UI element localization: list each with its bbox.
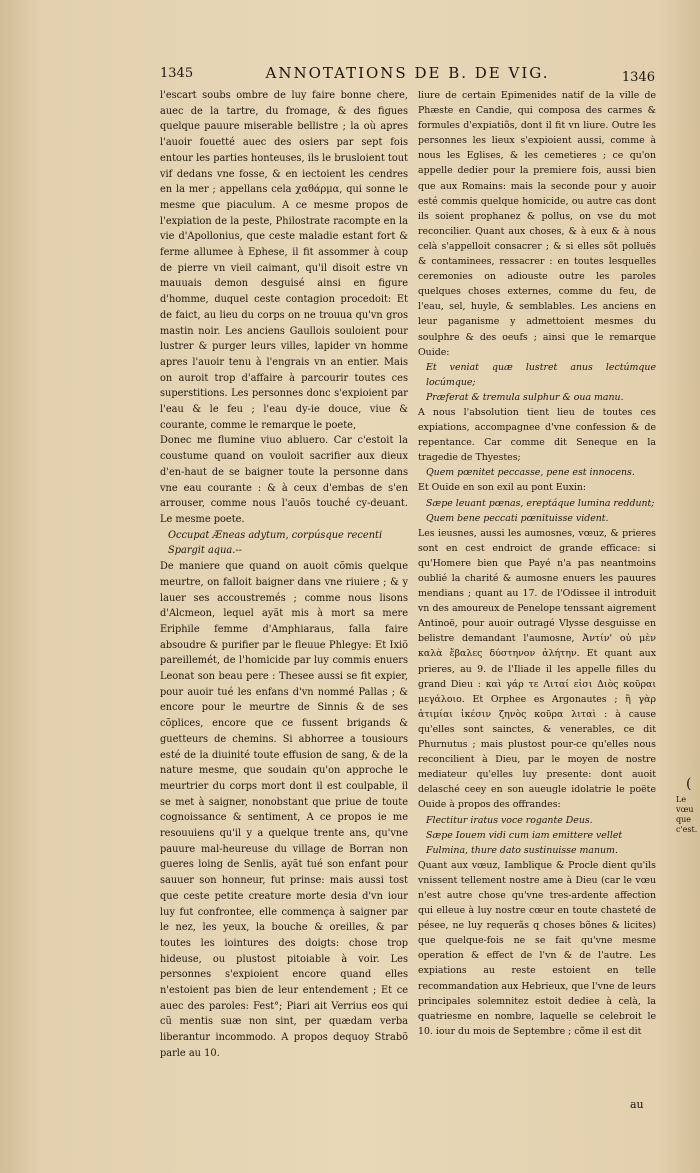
verse-line: Quem pœnitet peccasse, pene est innocens.: [426, 467, 635, 479]
paragraph: A nous l'absolution tient lieu de toutes ces expiations, accompagnee d'vne confession & de repentance. Car comme dit Seneque en la tragedie de Thyestes;: [418, 406, 656, 464]
left-text-column: [160, 88, 408, 1062]
verse-line: Et veniat quæ lustret anus lectúmque locúmque;: [426, 361, 656, 388]
paragraph: De maniere que quand on auoit cõmis quelque meurtre, on falloit baigner dans vne riuiere ; & y lauer ses accoustremés ; comme nous lisons d'Alcmeon, lequel ayãt mis à mort sa mere Eriphile femme d'Amphiaraus, falla faire absoudre & purifier par le fleuue Phlegye: Et Ixiõ pareillemét, de l'homicide par luy commis enuers Leonat son beau pere : Thesee aussi se fit expier, pour auoir tué les enfans d'vn nommé Pallas ; & encore pour le meurtre de Sinnis & de ses cõplices, encore que ce fussent brigands & guetteurs de chemins. Si abhorree a tousiours esté de la diuinité toute effusion de sang, & de la nature mesme, que soudain qu'on approche le meurtrier du corps mort dont il est coulpable, il se met à saigner, nonobstant que priue de toute cognoissance & sentiment, A ce propos ie me resouuiens qu'il y a quelque trente ans, qu'vne pauure mal-heureuse du village de Borran non gueres loing de Senlis, ayãt tué son enfant pour sauuer son honneur, fut prinse: mais aussi tost que ceste petite creature morte desia d'vn iour luy fut confrontee, elle commença à saigner par le nez, les yeux, la bouche & oreilles, & par toutes les iointures des doigts: chose trop hideuse, ou plustost pitoiable à voir. Les personnes s'expioient encore quand elles n'estoient pas bien de leur entendement ; Et ce auec des paroles: Fest°; Piari ait Verrius eos qui cũ mentis suæ non sint, per quædam verba liberantur incommodo. A propos dequoy Strabõ parle au 10.: [160, 561, 408, 1059]
paragraph: l'escart soubs ombre de luy faire bonne chere, auec de la tartre, du fromage, & des figues quelque pauure miserable bellistre ; la où apres l'auoir fouetté auec des osiers par sept fois entour les parties honteuses, ils le brusloient tout vif dedans vne fosse, & en iectoient les cendres en la mer ; appellans cela χαθάρμα, qui sonne le mesme que piaculum. A ce mesme propos de l'expiation de la peste, Philostrate racompte en la vie d'Apollonius, que ceste maladie estant fort & ferme allumee à Ephese, il fit assommer à coup de pierre vn vieil caimant, qu'il disoit estre vn mauuais demon desguisé ainsi en figure d'homme, duquel ceste contagion procedoit: Et de faict, au lieu du corps on ne trouua qu'vn gros mastin noir. Les anciens Gaullois souloient pour lustrer & purger leurs villes, lapider vn homme apres l'auoir tenu à l'engrais vn an entier. Mais on auroit trop d'affaire à parcourir toutes ces superstitions. Les personnes donc s'expioient par l'eau & le feu ; l'eau dy-ie douce, viue & courante, comme le remarque le poete,: [160, 90, 408, 431]
folio-number-left: 1345: [160, 66, 194, 81]
verse-line: Præferat & tremula sulphur & oua manu.: [426, 391, 624, 403]
page-header: [160, 64, 655, 86]
verse-line: Sæpe leuant pœnas, ereptáque lumina reddunt;: [426, 497, 655, 509]
verse-line: Sæpe Iouem vidi cum iam emittere vellet: [426, 829, 623, 841]
verse-line: Quem bene peccati pœnituisse vident.: [426, 512, 609, 524]
right-text-column: [418, 88, 656, 1039]
catchword: au: [630, 1098, 644, 1111]
paragraph: Donec me flumine viuo abluero. Car c'estoit la coustume quand on vouloit sacrifier aux dieux d'en-haut de se baigner toute la personne dans vne eau courante : & à ceux d'embas de s'en arrouser, comme nous l'auõs touché cy-deuant. Le mesme poete.: [160, 435, 408, 525]
verse-line: Spargit aqua.--: [168, 545, 242, 557]
verse-line: Occupat Æneas adytum, corpúsque recenti: [168, 529, 383, 541]
margin-note: Le vœu que c'est.: [676, 795, 698, 834]
paragraph: Et Ouide en son exil au pont Euxin:: [418, 482, 587, 494]
verse-line: Fulmina, thure dato sustinuisse manum.: [426, 844, 618, 856]
paragraph: Quant aux vœuz, Iamblique & Procle dient qu'ils vnissent tellement nostre ame à Dieu (car le vœu n'est autre chose qu'vne tres-ardente affection qui elleue à luy nostre cœur en toute chasteté de pésee, ne luy requerãs q choses bõnes & licites) que quelque-fois ne se fait qu'vne mesme operation & effect de l'vn & de l'autre. Les expiations au reste estoient en telle recommandation aux Hebrieux, que l'vne de leurs principales solemnitez estoit dediee à celà, la quatriesme en nombre, laquelle se celebroit le 10. iour du mois de Septembre ; cõme il est dit: [418, 859, 656, 1037]
margin-bracket: (: [686, 776, 692, 792]
running-title: ANNOTATIONS DE B. DE VIG.: [265, 64, 550, 82]
verse-line: Flectitur iratus voce rogante Deus.: [426, 814, 593, 826]
paragraph: Les ieusnes, aussi les aumosnes, vœuz, & prieres sont en cest endroict de grande efficace: si qu'Homere bien que Payé n'a pas neantmoins oublié la charité & aumosne enuers les pauures mendians ; quant au 17. de l'Odissee il introduit vn des amoureux de Penelope tenssant aigrement Antinoë, pour auoir outragé Vlysse desguisse en belistre demandant l'aumosne, Ἀντίν' οὐ μὲν καλὰ ἔβαλες δύστηνον ἀλήτην. Et quant aux prieres, au 9. de l'Iliade il les appelle filles du grand Dieu : καὶ γάρ τε Λιταί εἰσι Διὸς κοῦραι μεγάλοιο. Et Orphee es Argonautes ; ἢ γὰρ ἀτιμίαι ἱκέσιν ζηνὸς κοῦρα λιταὶ : à cause qu'elles sont sainctes, & venerables, ce dit Phurnutus ; mais plustost pour-ce qu'elles nous reconcilient à Dieu, par le moyen de nostre mediateur qu'elles luy presente: dont auoit delasché ceey en son aueugle idolatrie le poëte Ouide à propos des offrandes:: [418, 527, 656, 811]
paragraph: liure de certain Epimenides natif de la ville de Phæste en Candie, qui composa des carmes & formules d'expiatiõs, dont il fit vn liure. Outre les personnes les lieux s'expioient aussi, comme à nous les Eglises, & les cemetieres ; ce qu'on appelle dedier pour la premiere fois, aussi bien que aux Romains: mais la seconde pour y auoir esté commis quelque homicide, ou autre cas dont ils soient prophanez & pollus, on vse du mot reconcilier. Quant aux choses, & à eux & à nous celà s'appelloit consacrer ; & si elles sõt polluës & contaminees, ressacrer : en toutes lesquelles ceremonies on adiouste outre les paroles quelques choses externes, comme du feu, de l'eau, sel, huyle, & semblables. Les anciens en leur paganisme y admettoient mesmes du soulphre & des oeufs ; ainsi que le remarque Ouide:: [418, 90, 656, 358]
folio-number-right: 1346: [621, 70, 655, 85]
